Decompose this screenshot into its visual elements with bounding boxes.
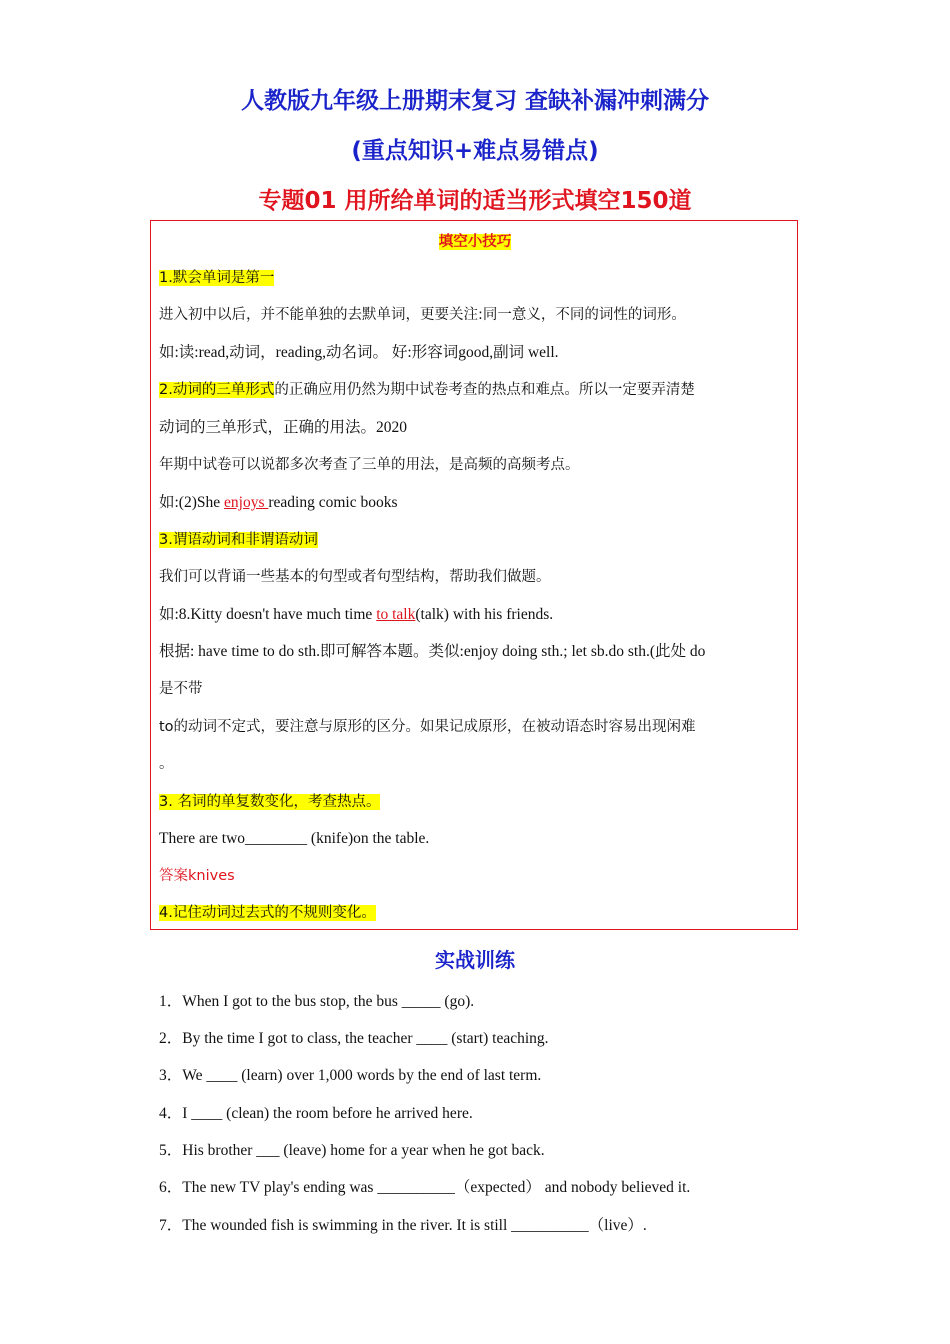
practice-item: 5．His brother ___ (leave) home for a year when he got back. (159, 1142, 545, 1159)
practice-item: 4．I ____ (clean) the room before he arrived here. (159, 1105, 473, 1122)
tips-heading: 填空小技巧 (438, 234, 512, 250)
document-subtitle: (重点知识+难点易错点) (351, 138, 599, 164)
tip2-line2: 动词的三单形式，正确的用法。2020 (159, 419, 408, 436)
tip2-line1: 2.动词的三单形式的正确应用仍然为期中试卷考查的热点和难点。所以一定要弄清楚 (159, 382, 695, 398)
topic-title: 专题01 用所给单词的适当形式填空150道 (258, 188, 692, 214)
tip3-line3: 是不带 (159, 681, 203, 697)
tip3-line5: 。 (159, 756, 174, 772)
tip3-example: 如:8.Kitty doesn't have much time to talk(talk) with his friends. (159, 606, 554, 623)
tip3-example-answer: to talk (376, 606, 416, 623)
tip2-title: 2.动词的三单形式 (159, 382, 275, 398)
tip3-line2: 根据: have time to do sth.即可解答本题。类似:enjoy doing sth.; let sb.do sth.(此处 do (159, 643, 706, 660)
practice-item: 2．By the time I got to class, the teacher ____ (start) teaching. (159, 1030, 549, 1047)
tip4-title: 3. 名词的单复数变化，考查热点。 (159, 794, 381, 810)
tip5-title: 4.记住动词过去式的不规则变化。 (159, 905, 376, 921)
practice-item: 6．The new TV play's ending was __________（expected） and nobody believed it. (159, 1179, 691, 1196)
practice-item: 1．When I got to the bus stop, the bus _____ (go). (159, 993, 475, 1010)
tip2-example: 如:(2)She enjoys reading comic books (159, 494, 398, 511)
tip4-answer: 答案knives (159, 868, 235, 884)
tip2-line3: 年期中试卷可以说都多次考查了三单的用法，是高频的高频考点。 (159, 457, 580, 473)
tip3-title: 3.谓语动词和非谓语动词 (159, 532, 318, 548)
tip1-line1: 进入初中以后，并不能单独的去默单词，更要关注:同一意义，不同的词性的词形。 (159, 307, 686, 323)
tip1-title: 1.默会单词是第一 (159, 270, 275, 286)
document-title: 人教版九年级上册期末复习 查缺补漏冲刺满分 (240, 88, 709, 114)
tip3-line4: to的动词不定式，要注意与原形的区分。如果记成原形，在被动语态时容易出现闲难 (159, 719, 696, 735)
practice-item: 7．The wounded fish is swimming in the river. It is still __________（live）. (159, 1217, 647, 1234)
tip3-line1: 我们可以背诵一些基本的句型或者句型结构，帮助我们做题。 (159, 569, 551, 585)
practice-item: 3．We ____ (learn) over 1,000 words by the end of last term. (159, 1067, 542, 1084)
tip1-line2: 如:读:read,动词，reading,动名词。 好:形容词good,副词 well. (159, 344, 559, 361)
tip2-example-answer: enjoys (224, 494, 269, 511)
tip4-example: There are two________ (knife)on the table. (159, 830, 430, 847)
practice-heading: 实战训练 (435, 948, 515, 972)
